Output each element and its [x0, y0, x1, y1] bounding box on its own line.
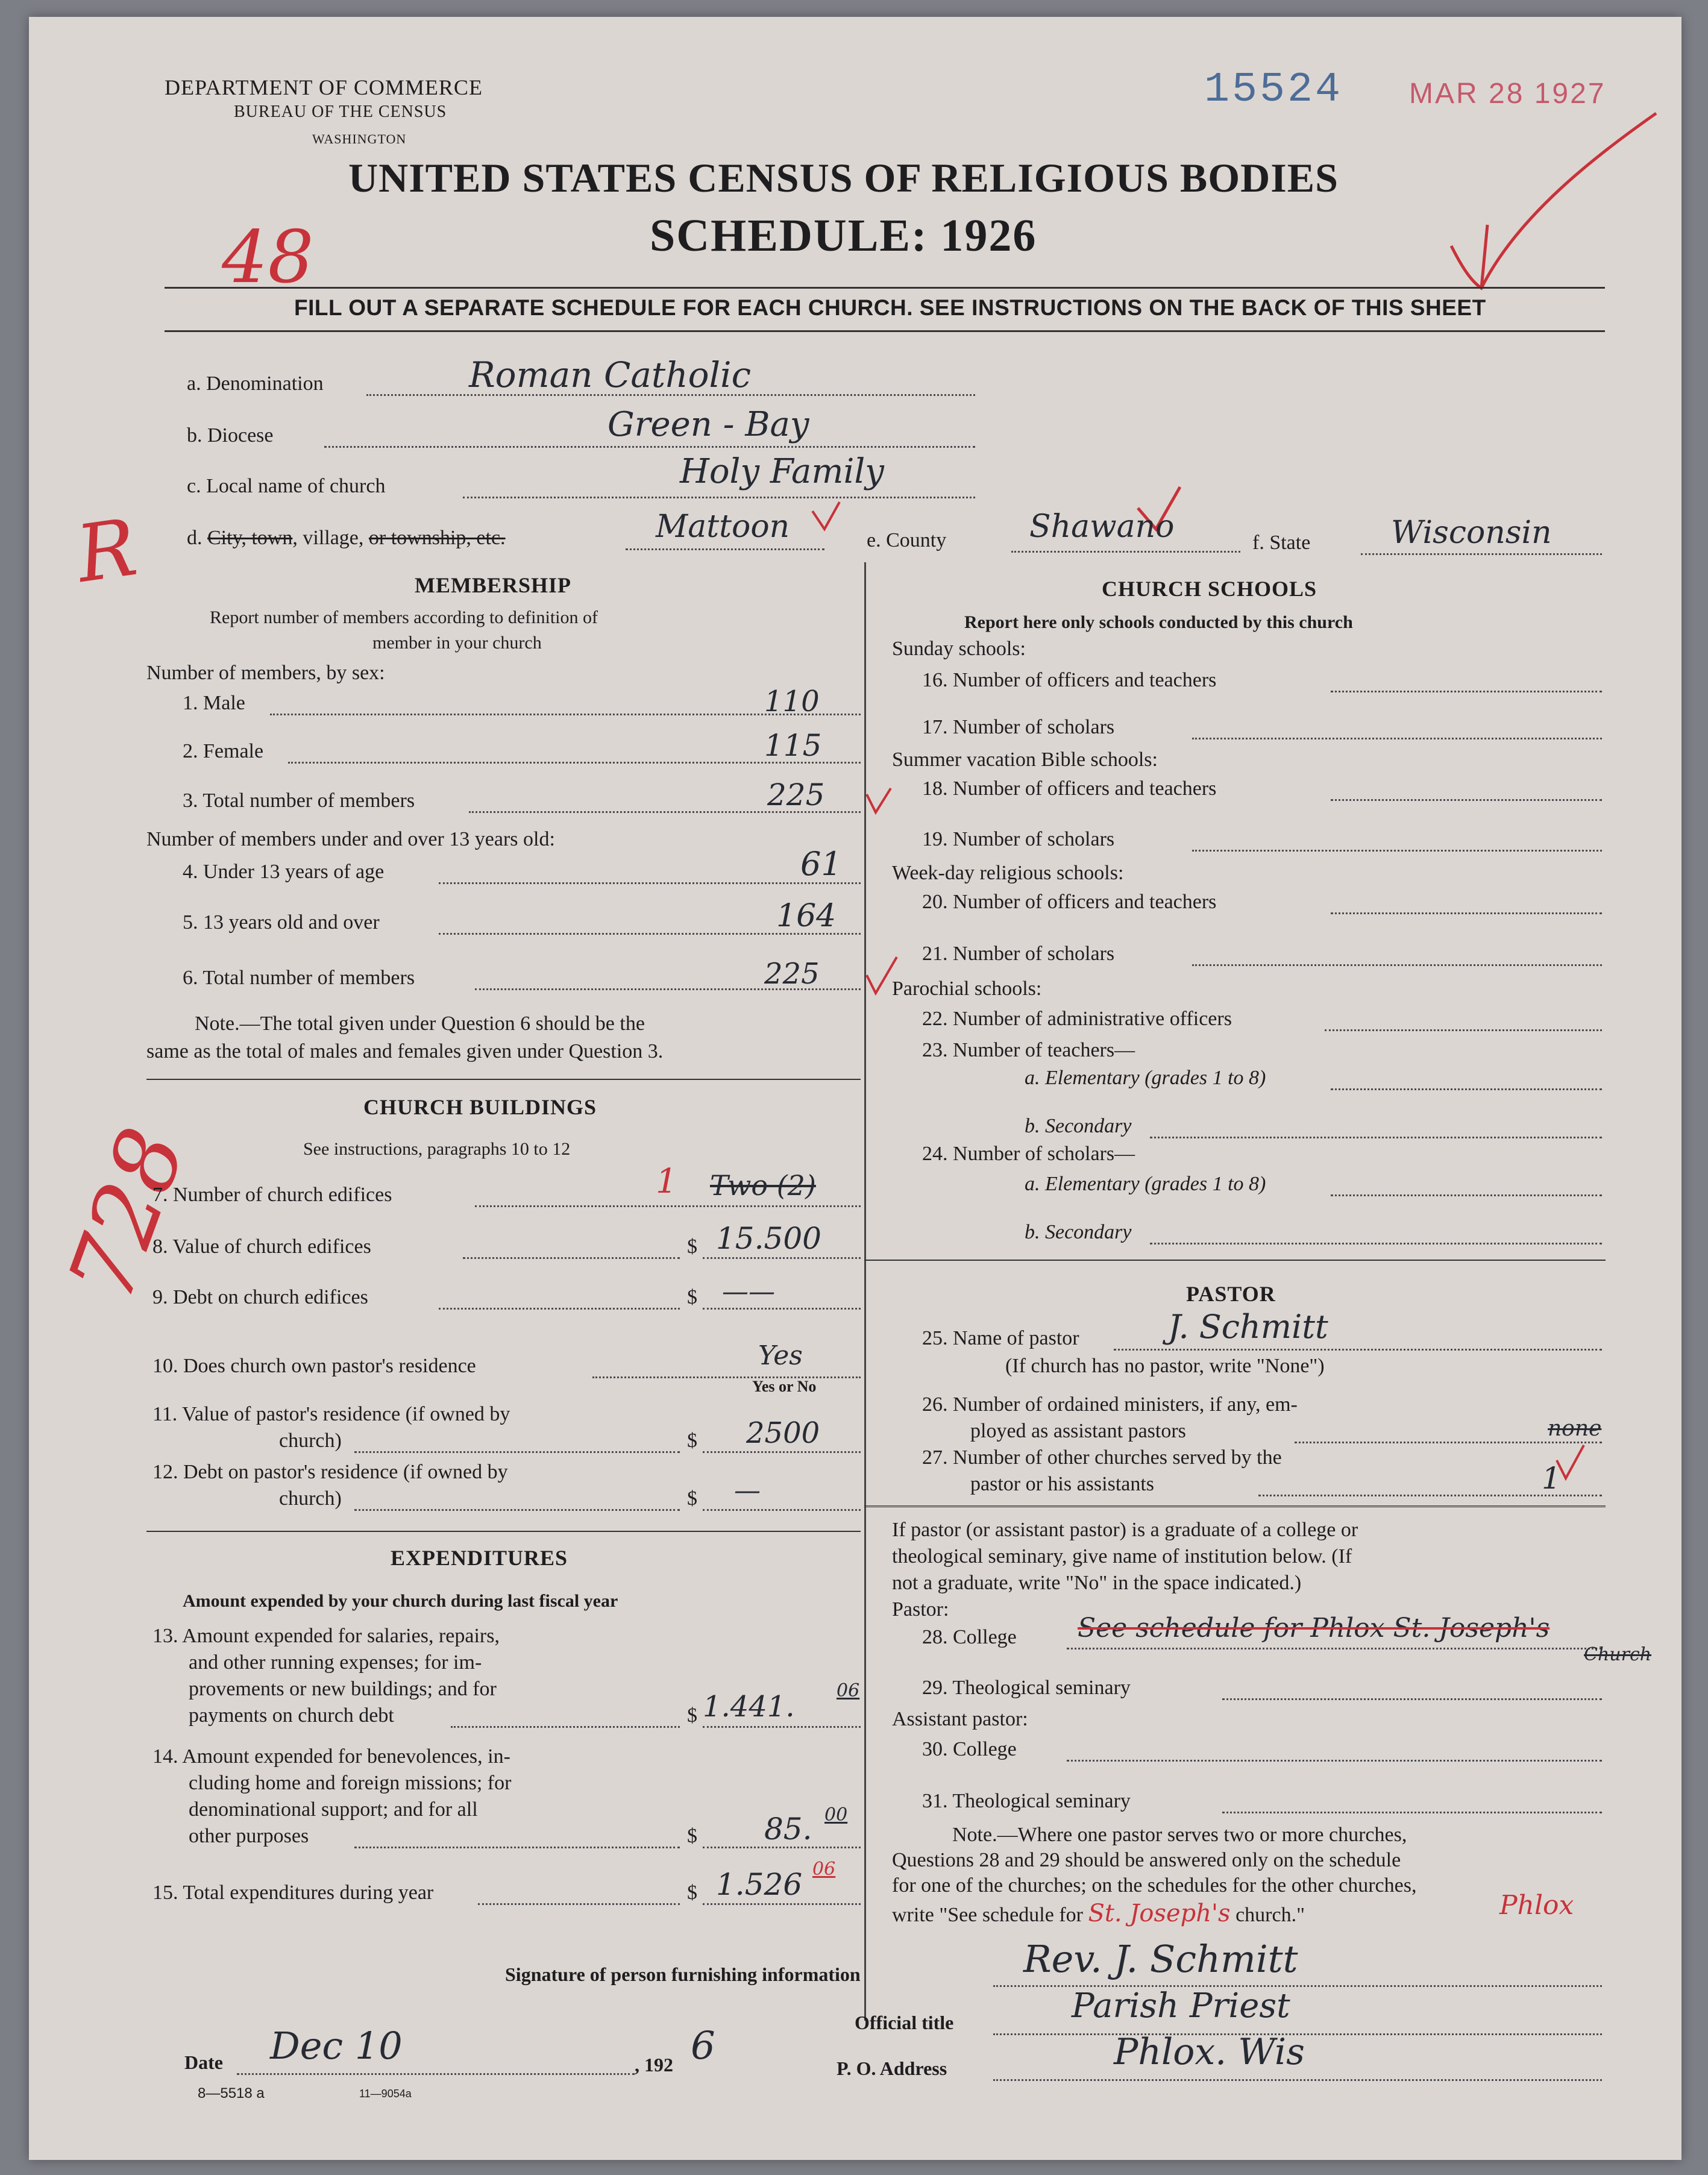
q24a-line	[1331, 1194, 1602, 1196]
year-prefix: , 192	[635, 2054, 673, 2076]
q2-label: 2. Female	[183, 740, 264, 762]
q17-label: 17. Number of scholars	[922, 716, 1115, 738]
q14-amount-line	[703, 1847, 861, 1848]
q1-value: 110	[764, 685, 820, 718]
po-address-value: Phlox. Wis	[1114, 2031, 1305, 2073]
q22-line	[1325, 1029, 1602, 1031]
q13-label-1: 13. Amount expended for salaries, repairs,	[152, 1625, 500, 1647]
q13-line	[451, 1726, 680, 1728]
q24b-line	[1150, 1243, 1602, 1244]
q5-value: 164	[776, 898, 837, 934]
denomination-value: Roman Catholic	[469, 354, 752, 395]
q27-value: 1	[1542, 1461, 1561, 1496]
q8-dollar: $	[687, 1235, 697, 1258]
county-value: Shawano	[1029, 509, 1175, 545]
q23-label: 23. Number of teachers—	[922, 1039, 1135, 1061]
q20-label: 20. Number of officers and teachers	[922, 891, 1217, 913]
official-title-label: Official title	[855, 2012, 954, 2033]
membership-note-1: Note.—The total given under Question 6 should be the	[195, 1012, 645, 1035]
print-number: 11—9054a	[359, 2088, 412, 2100]
membership-rule	[146, 1079, 861, 1080]
department-label: DEPARTMENT OF COMMERCE	[165, 75, 483, 99]
form-number: 8—5518 a	[198, 2085, 265, 2101]
graduate-instruction-2: theological seminary, give name of institution below. (If	[892, 1545, 1352, 1568]
q10-hint: Yes or No	[752, 1378, 817, 1395]
q7-struck-value: Two (2)	[710, 1169, 816, 1202]
q25-value: J. Schmitt	[1168, 1308, 1328, 1346]
q9-amount-line	[703, 1308, 861, 1310]
q10-value: Yes	[758, 1340, 803, 1371]
local-church-line	[463, 497, 975, 498]
members-by-age-label: Number of members under and over 13 years old:	[146, 828, 555, 850]
q8-label: 8. Value of church edifices	[152, 1235, 371, 1258]
q12-dollar: $	[687, 1487, 697, 1510]
q13-label-3: provements or new buildings; and for	[189, 1678, 497, 1700]
q28-line	[1067, 1648, 1602, 1649]
membership-intro-2: member in your church	[372, 633, 542, 653]
schools-intro: Report here only schools conducted by this church	[964, 612, 1353, 632]
q14-dollar: $	[687, 1825, 697, 1847]
year-digit: 6	[691, 2024, 715, 2068]
q11-value: 2500	[746, 1416, 820, 1450]
city-label: WASHINGTON	[312, 131, 407, 146]
q23b-label: b. Secondary	[1025, 1115, 1132, 1137]
membership-note-2: same as the total of males and females given under Question 3.	[146, 1040, 664, 1062]
q15-line	[478, 1903, 680, 1905]
bureau-label: BUREAU OF THE CENSUS	[234, 102, 447, 121]
official-title-value: Parish Priest	[1072, 1986, 1290, 2026]
q15-amount-line	[703, 1903, 861, 1905]
q8-line	[463, 1257, 680, 1259]
q9-label: 9. Debt on church edifices	[152, 1286, 368, 1308]
pastor-heading: PASTOR	[1186, 1282, 1276, 1306]
township-struck-text: or township, etc.	[368, 527, 506, 549]
q26-label-1: 26. Number of ordained ministers, if any, em-	[922, 1393, 1298, 1416]
diocese-value: Green - Bay	[608, 405, 809, 444]
q31-line	[1222, 1812, 1602, 1813]
q16-line	[1331, 691, 1602, 692]
q11-line	[354, 1451, 680, 1453]
membership-intro-1: Report number of members according to definition of	[210, 607, 598, 627]
membership-heading: MEMBERSHIP	[415, 573, 572, 597]
q26-value: none	[1548, 1416, 1602, 1441]
date-label: Date	[184, 2051, 223, 2073]
buildings-heading: CHURCH BUILDINGS	[363, 1095, 597, 1119]
column-divider	[864, 562, 866, 2021]
denomination-label: a. Denomination	[187, 372, 324, 395]
q29-label: 29. Theological seminary	[922, 1677, 1131, 1699]
q10-line	[592, 1376, 861, 1378]
instruction-rule-bottom	[165, 330, 1605, 332]
pastor-rule	[864, 1505, 1606, 1507]
q29-line	[1222, 1698, 1602, 1700]
q28-struck-value-2: Church	[1584, 1644, 1652, 1665]
form-title: UNITED STATES CENSUS OF RELIGIOUS BODIES	[348, 155, 1339, 201]
signature-label: Signature of person furnishing information	[505, 1963, 861, 1985]
local-church-value: Holy Family	[680, 452, 884, 491]
q24-label: 24. Number of scholars—	[922, 1143, 1135, 1165]
q4-value: 61	[800, 845, 842, 883]
q10-label: 10. Does church own pastor's residence	[152, 1355, 476, 1377]
q13-cents: 06	[837, 1680, 860, 1701]
q9-value: ——	[722, 1276, 775, 1307]
q11-dollar: $	[687, 1430, 697, 1452]
q21-line	[1192, 964, 1602, 966]
weekday-schools-label: Week-day religious schools:	[892, 862, 1124, 884]
q24a-label: a. Elementary (grades 1 to 8)	[1025, 1173, 1266, 1195]
q15-label: 15. Total expenditures during year	[152, 1882, 434, 1904]
q13-dollar: $	[687, 1704, 697, 1727]
q1-label: 1. Male	[183, 692, 245, 714]
q12-label-2: church)	[279, 1487, 342, 1510]
schedule-title: SCHEDULE: 1926	[650, 210, 1037, 261]
county-line	[1011, 551, 1240, 553]
pastor-subheading: Pastor:	[892, 1598, 949, 1621]
q21-label: 21. Number of scholars	[922, 943, 1115, 965]
state-value: Wisconsin	[1391, 515, 1552, 551]
county-label: e. County	[867, 529, 947, 551]
instruction-rule-top	[165, 287, 1605, 289]
q28-struck-value: See schedule for Phlox St. Joseph's	[1078, 1613, 1550, 1643]
city-row-label: d. City, town, village, or township, etc.	[187, 527, 506, 549]
q27-label-1: 27. Number of other churches served by the	[922, 1446, 1282, 1469]
q18-line	[1331, 799, 1602, 801]
q22-label: 22. Number of administrative officers	[922, 1008, 1232, 1030]
q12-amount-line	[703, 1509, 861, 1511]
pastor-note-4: write "See schedule for St. Joseph's church."	[892, 1900, 1305, 1927]
q15-value: 1.526	[716, 1867, 803, 1902]
q14-label-2: cluding home and foreign missions; for	[189, 1772, 512, 1794]
q6-label: 6. Total number of members	[183, 967, 415, 989]
city-line	[626, 548, 824, 550]
diocese-line	[324, 446, 975, 448]
q7-value: 1	[656, 1162, 677, 1201]
q13-amount-line	[703, 1726, 861, 1728]
q11-amount-line	[703, 1451, 861, 1453]
q19-line	[1192, 850, 1602, 852]
sunday-schools-label: Sunday schools:	[892, 638, 1026, 660]
members-by-sex-label: Number of members, by sex:	[146, 662, 385, 684]
q14-line	[354, 1847, 680, 1848]
q13-label-2: and other running expenses; for im-	[189, 1651, 482, 1674]
pastor-note-2: Questions 28 and 29 should be answered only on the schedule	[892, 1849, 1401, 1871]
q27-label-2: pastor or his assistants	[970, 1473, 1155, 1495]
signature-value: Rev. J. Schmitt	[1023, 1937, 1298, 1981]
q9-line	[439, 1308, 680, 1310]
q15-dollar: $	[687, 1882, 697, 1904]
q14-label-4: other purposes	[189, 1825, 309, 1847]
diocese-label: b. Diocese	[187, 424, 274, 447]
q16-label: 16. Number of officers and teachers	[922, 669, 1217, 691]
buildings-rule	[146, 1531, 861, 1532]
q3-label: 3. Total number of members	[183, 789, 415, 812]
q25-hint: (If church has no pastor, write "None")	[1005, 1355, 1325, 1377]
summer-schools-label: Summer vacation Bible schools:	[892, 749, 1158, 771]
q14-label-1: 14. Amount expended for benevolences, in-	[152, 1745, 510, 1768]
q30-label: 30. College	[922, 1738, 1017, 1760]
q30-line	[1067, 1760, 1602, 1762]
q9-dollar: $	[687, 1286, 697, 1308]
state-label: f. State	[1252, 532, 1311, 554]
q6-value: 225	[764, 957, 820, 991]
buildings-sub: See instructions, paragraphs 10 to 12	[303, 1139, 571, 1159]
q28-label: 28. College	[922, 1626, 1017, 1648]
graduate-instruction-3: not a graduate, write "No" in the space indicated.)	[892, 1572, 1302, 1594]
q3-value: 225	[767, 777, 825, 812]
q15-cents: 06	[812, 1859, 836, 1880]
stamp-date: MAR 28 1927	[1409, 78, 1606, 110]
separate-schedule-instruction: FILL OUT A SEPARATE SCHEDULE FOR EACH CHURCH. SEE INSTRUCTIONS ON THE BACK OF THIS SHEET	[294, 295, 1486, 320]
schools-heading: CHURCH SCHOOLS	[1102, 577, 1317, 601]
annotation-728: 728	[48, 1115, 206, 1314]
city-value: Mattoon	[656, 509, 790, 545]
q7-line	[475, 1205, 861, 1207]
q12-label-1: 12. Debt on pastor's residence (if owned by	[152, 1461, 508, 1483]
q14-label-3: denominational support; and for all	[189, 1798, 478, 1821]
q26-line	[1295, 1442, 1602, 1443]
q12-value: —	[734, 1475, 761, 1506]
annotation-48: 48	[222, 216, 314, 300]
q4-label: 4. Under 13 years of age	[183, 861, 385, 883]
q17-line	[1192, 738, 1602, 739]
q11-label-2: church)	[279, 1430, 342, 1452]
q11-label-1: 11. Value of pastor's residence (if owned by	[152, 1403, 510, 1425]
q25-line	[1114, 1349, 1602, 1351]
q31-label: 31. Theological seminary	[922, 1790, 1131, 1812]
po-address-label: P. O. Address	[837, 2057, 947, 2079]
q4-line	[439, 882, 861, 884]
parochial-schools-label: Parochial schools:	[892, 978, 1042, 1000]
date-value: Dec 10	[270, 2024, 403, 2068]
q5-label: 5. 13 years old and over	[183, 911, 380, 934]
pastor-note-3: for one of the churches; on the schedules for the other churches,	[892, 1874, 1417, 1897]
q14-value: 85.	[764, 1812, 812, 1847]
q19-label: 19. Number of scholars	[922, 828, 1115, 850]
q14-cents: 00	[824, 1804, 848, 1825]
po-address-line	[993, 2079, 1602, 2081]
pastor-note-extra: Phlox	[1499, 1890, 1574, 1921]
city-struck-text: City, town	[207, 527, 293, 549]
q13-value: 1.441.	[703, 1690, 795, 1724]
annotation-r: R	[71, 501, 142, 601]
q23a-line	[1331, 1088, 1602, 1090]
assistant-pastor-subheading: Assistant pastor:	[892, 1708, 1028, 1730]
state-line	[1361, 553, 1602, 555]
stamp-number: 15524	[1204, 66, 1343, 114]
graduate-instruction-1: If pastor (or assistant pastor) is a graduate of a college or	[892, 1519, 1358, 1541]
q18-label: 18. Number of officers and teachers	[922, 777, 1217, 800]
q8-value: 15.500	[716, 1221, 821, 1256]
pastor-note-1: Note.—Where one pastor serves two or more churches,	[952, 1824, 1407, 1846]
q23a-label: a. Elementary (grades 1 to 8)	[1025, 1067, 1266, 1089]
q8-amount-line	[703, 1257, 861, 1259]
q13-label-4: payments on church debt	[189, 1704, 394, 1727]
date-line	[237, 2073, 635, 2075]
q24b-label: b. Secondary	[1025, 1221, 1132, 1243]
q20-line	[1331, 912, 1602, 914]
q23b-line	[1150, 1137, 1602, 1138]
pastor-note-fill: St. Joseph's	[1088, 1900, 1231, 1927]
q7-label: 7. Number of church edifices	[152, 1184, 392, 1206]
q2-value: 115	[764, 728, 822, 763]
local-church-label: c. Local name of church	[187, 475, 386, 497]
q12-line	[354, 1509, 680, 1511]
q25-label: 25. Name of pastor	[922, 1327, 1079, 1349]
expenditures-heading: EXPENDITURES	[391, 1546, 568, 1570]
schools-rule	[864, 1260, 1606, 1261]
q26-label-2: ployed as assistant pastors	[970, 1420, 1186, 1442]
census-schedule-form	[29, 17, 1681, 2160]
expenditures-sub: Amount expended by your church during last fiscal year	[183, 1591, 618, 1611]
